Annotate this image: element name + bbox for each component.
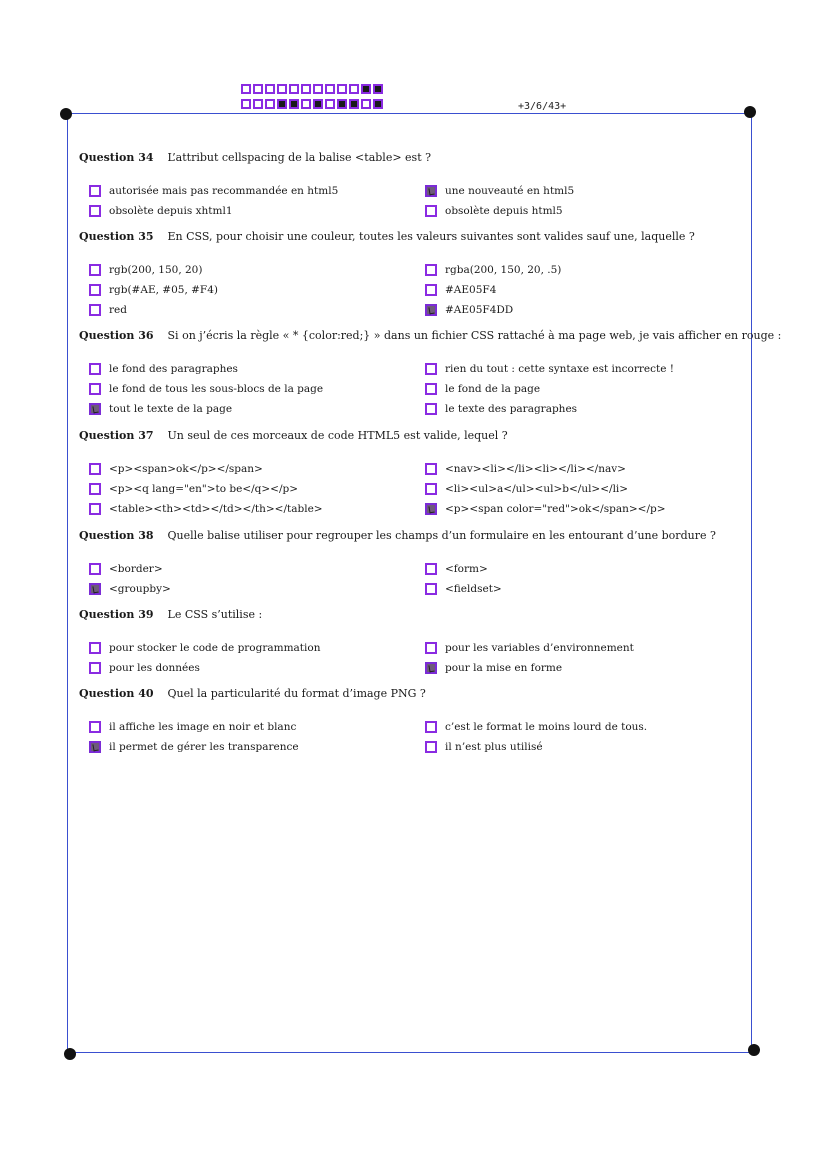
code-box: [337, 84, 347, 94]
checkbox[interactable]: [89, 483, 101, 495]
frame-right: [751, 113, 752, 1053]
checkbox[interactable]: [425, 284, 437, 296]
answer-label: rgb(#AE, #05, #F4): [109, 284, 218, 296]
code-box: [265, 84, 275, 94]
answer-label: <form>: [445, 563, 488, 575]
checkbox-checked[interactable]: [425, 304, 437, 316]
question-number: Question 40: [79, 687, 154, 700]
code-box: [349, 84, 359, 94]
answer-label: rgba(200, 150, 20, .5): [445, 264, 562, 276]
corner-mark-bottom-right: [748, 1044, 760, 1056]
answer-label: #AE05F4DD: [445, 304, 514, 316]
answer-label: c’est le format le moins lourd de tous.: [445, 721, 648, 733]
answer-option[interactable]: [89, 201, 338, 221]
checkbox[interactable]: [89, 363, 101, 375]
checkbox-checked[interactable]: [425, 185, 437, 197]
question-36: [79, 329, 782, 419]
answer-label: rgb(200, 150, 20): [109, 264, 203, 276]
question-35: [79, 230, 739, 320]
question-text: Quelle balise utiliser pour regrouper les champs d’un formulaire en les entourant d’une bordure ?: [167, 529, 716, 542]
answer-option[interactable]: [425, 459, 666, 479]
options-column-left: [89, 638, 320, 678]
question-number: Question 38: [79, 529, 154, 542]
corner-mark-top-right: [744, 106, 756, 118]
checkbox[interactable]: [425, 264, 437, 276]
question-text: Le CSS s’utilise :: [167, 608, 263, 621]
answer-label: le fond de la page: [445, 383, 541, 395]
options-column-left: [89, 559, 171, 599]
answer-label: il affiche les image en noir et blanc: [109, 721, 297, 733]
code-box: [241, 99, 251, 109]
checkbox[interactable]: [89, 284, 101, 296]
answer-option[interactable]: [425, 499, 666, 519]
checkbox-checked[interactable]: [89, 403, 101, 415]
checkbox[interactable]: [89, 185, 101, 197]
checkbox[interactable]: [89, 205, 101, 217]
question-number: Question 39: [79, 608, 154, 621]
options-column-left: [89, 717, 299, 757]
frame-top: [66, 113, 750, 114]
code-box: [361, 84, 371, 94]
options-column-left: [89, 359, 323, 419]
code-box: [325, 99, 335, 109]
answer-label: le fond des paragraphes: [109, 363, 238, 375]
question-number: Question 36: [79, 329, 154, 342]
answer-label: #AE05F4: [445, 284, 497, 296]
answer-label: <border>: [109, 563, 163, 575]
checkbox[interactable]: [89, 642, 101, 654]
options-column-right: [425, 260, 561, 320]
answer-option[interactable]: [89, 717, 299, 737]
checkbox[interactable]: [425, 483, 437, 495]
checkbox[interactable]: [425, 721, 437, 733]
options-column-right: [425, 717, 647, 757]
answer-label: <fieldset>: [445, 583, 502, 595]
question-text: Si on j’écris la règle « * {color:red;} » dans un fichier CSS rattaché à ma page web, je vais afficher en rouge :: [167, 329, 782, 342]
answer-label: tout le texte de la page: [109, 403, 233, 415]
question-39: [79, 608, 739, 678]
answer-option[interactable]: [89, 459, 323, 479]
checkbox[interactable]: [89, 304, 101, 316]
checkbox[interactable]: [425, 583, 437, 595]
answer-option[interactable]: [89, 379, 323, 399]
corner-mark-bottom-left: [64, 1048, 76, 1060]
answer-label: pour les données: [109, 662, 200, 674]
answer-label: <table><th><td></td></th></table>: [109, 503, 323, 515]
answer-option[interactable]: [89, 181, 338, 201]
code-box: [373, 99, 383, 109]
checkbox[interactable]: [89, 383, 101, 395]
question-number: Question 34: [79, 151, 154, 164]
answer-option[interactable]: [425, 280, 561, 300]
answer-option[interactable]: [425, 201, 574, 221]
code-box: [241, 84, 251, 94]
answer-option[interactable]: [425, 737, 647, 757]
corner-mark-top-left: [60, 108, 72, 120]
answer-option[interactable]: [425, 638, 634, 658]
answer-option[interactable]: [89, 359, 323, 379]
checkbox[interactable]: [425, 383, 437, 395]
answer-label: <p><q lang="en">to be</q></p>: [109, 483, 299, 495]
checkbox-checked[interactable]: [89, 583, 101, 595]
answer-option[interactable]: [425, 359, 674, 379]
options-column-right: [425, 181, 574, 221]
checkbox[interactable]: [425, 403, 437, 415]
checkbox[interactable]: [89, 721, 101, 733]
checkbox[interactable]: [89, 503, 101, 515]
question-37: [79, 429, 739, 519]
answer-option[interactable]: [89, 300, 218, 320]
answer-option[interactable]: [89, 559, 171, 579]
answer-option[interactable]: [425, 399, 674, 419]
checkbox[interactable]: [425, 642, 437, 654]
page-identifier: +3/6/43+: [518, 101, 567, 112]
options-column-left: [89, 260, 218, 320]
answer-label: <p><span color="red">ok</span></p>: [445, 503, 666, 515]
id-code-row-1: [241, 84, 383, 94]
code-box: [289, 84, 299, 94]
code-box: [313, 99, 323, 109]
answer-label: le fond de tous les sous-blocs de la page: [109, 383, 324, 395]
checkbox[interactable]: [89, 463, 101, 475]
options-column-right: [425, 359, 674, 419]
question-38: [79, 529, 739, 599]
checkbox[interactable]: [89, 264, 101, 276]
answer-label: il n’est plus utilisé: [445, 741, 543, 753]
code-box: [373, 84, 383, 94]
answer-label: obsolète depuis xhtml1: [109, 205, 233, 217]
options-column-left: [89, 459, 323, 519]
answer-option[interactable]: [89, 658, 320, 678]
answer-label: pour les variables d’environnement: [445, 642, 634, 654]
question-text: Quel la particularité du format d’image PNG ?: [167, 687, 426, 700]
question-number: Question 37: [79, 429, 154, 442]
question-text: Un seul de ces morceaux de code HTML5 est valide, lequel ?: [167, 429, 508, 442]
answer-label: le texte des paragraphes: [445, 403, 578, 415]
answer-label: obsolète depuis html5: [445, 205, 563, 217]
id-code-row-2: [241, 99, 383, 109]
question-text: En CSS, pour choisir une couleur, toutes les valeurs suivantes sont valides sauf une, laquelle ?: [167, 230, 695, 243]
answer-option[interactable]: [425, 559, 502, 579]
code-box: [265, 99, 275, 109]
code-box: [361, 99, 371, 109]
code-box: [277, 99, 287, 109]
options-column-right: [425, 638, 634, 678]
checkbox-checked[interactable]: [89, 741, 101, 753]
answer-label: autorisée mais pas recommandée en html5: [109, 185, 339, 197]
question-40: [79, 687, 739, 757]
answer-label: rien du tout : cette syntaxe est incorrecte !: [445, 363, 674, 375]
answer-option[interactable]: [425, 579, 502, 599]
answer-label: il permet de gérer les transparence: [109, 741, 299, 753]
code-box: [301, 99, 311, 109]
answer-label: red: [109, 304, 127, 316]
answer-option[interactable]: [425, 379, 674, 399]
question-34: [79, 151, 739, 221]
frame-left: [67, 113, 68, 1053]
answer-option[interactable]: [425, 479, 666, 499]
answer-label: pour la mise en forme: [445, 662, 563, 674]
answer-option[interactable]: [425, 181, 574, 201]
code-box: [313, 84, 323, 94]
checkbox-checked[interactable]: [425, 662, 437, 674]
code-box: [289, 99, 299, 109]
answer-option[interactable]: [425, 260, 561, 280]
checkbox[interactable]: [89, 563, 101, 575]
answer-option[interactable]: [425, 658, 634, 678]
answer-label: <nav><li></li><li></li></nav>: [445, 463, 626, 475]
code-box: [277, 84, 287, 94]
checkbox-checked[interactable]: [425, 503, 437, 515]
code-box: [253, 84, 263, 94]
checkbox[interactable]: [425, 363, 437, 375]
checkbox[interactable]: [425, 463, 437, 475]
question-text: L’attribut cellspacing de la balise <table> est ?: [167, 151, 432, 164]
options-column-right: [425, 459, 666, 519]
answer-option[interactable]: [89, 638, 320, 658]
question-number: Question 35: [79, 230, 154, 243]
frame-bottom: [70, 1052, 754, 1053]
answer-option[interactable]: [425, 300, 561, 320]
answer-option[interactable]: [89, 399, 323, 419]
options-column-right: [425, 559, 502, 599]
answer-option[interactable]: [89, 280, 218, 300]
answer-option[interactable]: [89, 499, 323, 519]
answer-option[interactable]: [89, 260, 218, 280]
answer-label: une nouveauté en html5: [445, 185, 575, 197]
checkbox[interactable]: [425, 563, 437, 575]
code-box: [325, 84, 335, 94]
answer-label: <groupby>: [109, 583, 171, 595]
checkbox[interactable]: [425, 205, 437, 217]
answer-label: <p><span>ok</p></span>: [109, 463, 263, 475]
checkbox[interactable]: [89, 662, 101, 674]
answer-label: <li><ul>a</ul><ul>b</ul></li>: [445, 483, 629, 495]
answer-option[interactable]: [89, 737, 299, 757]
answer-option[interactable]: [89, 479, 323, 499]
options-column-left: [89, 181, 338, 221]
checkbox[interactable]: [425, 741, 437, 753]
code-box: [253, 99, 263, 109]
code-box: [301, 84, 311, 94]
answer-option[interactable]: [425, 717, 647, 737]
answer-option[interactable]: [89, 579, 171, 599]
answer-label: pour stocker le code de programmation: [109, 642, 321, 654]
code-box: [349, 99, 359, 109]
code-box: [337, 99, 347, 109]
